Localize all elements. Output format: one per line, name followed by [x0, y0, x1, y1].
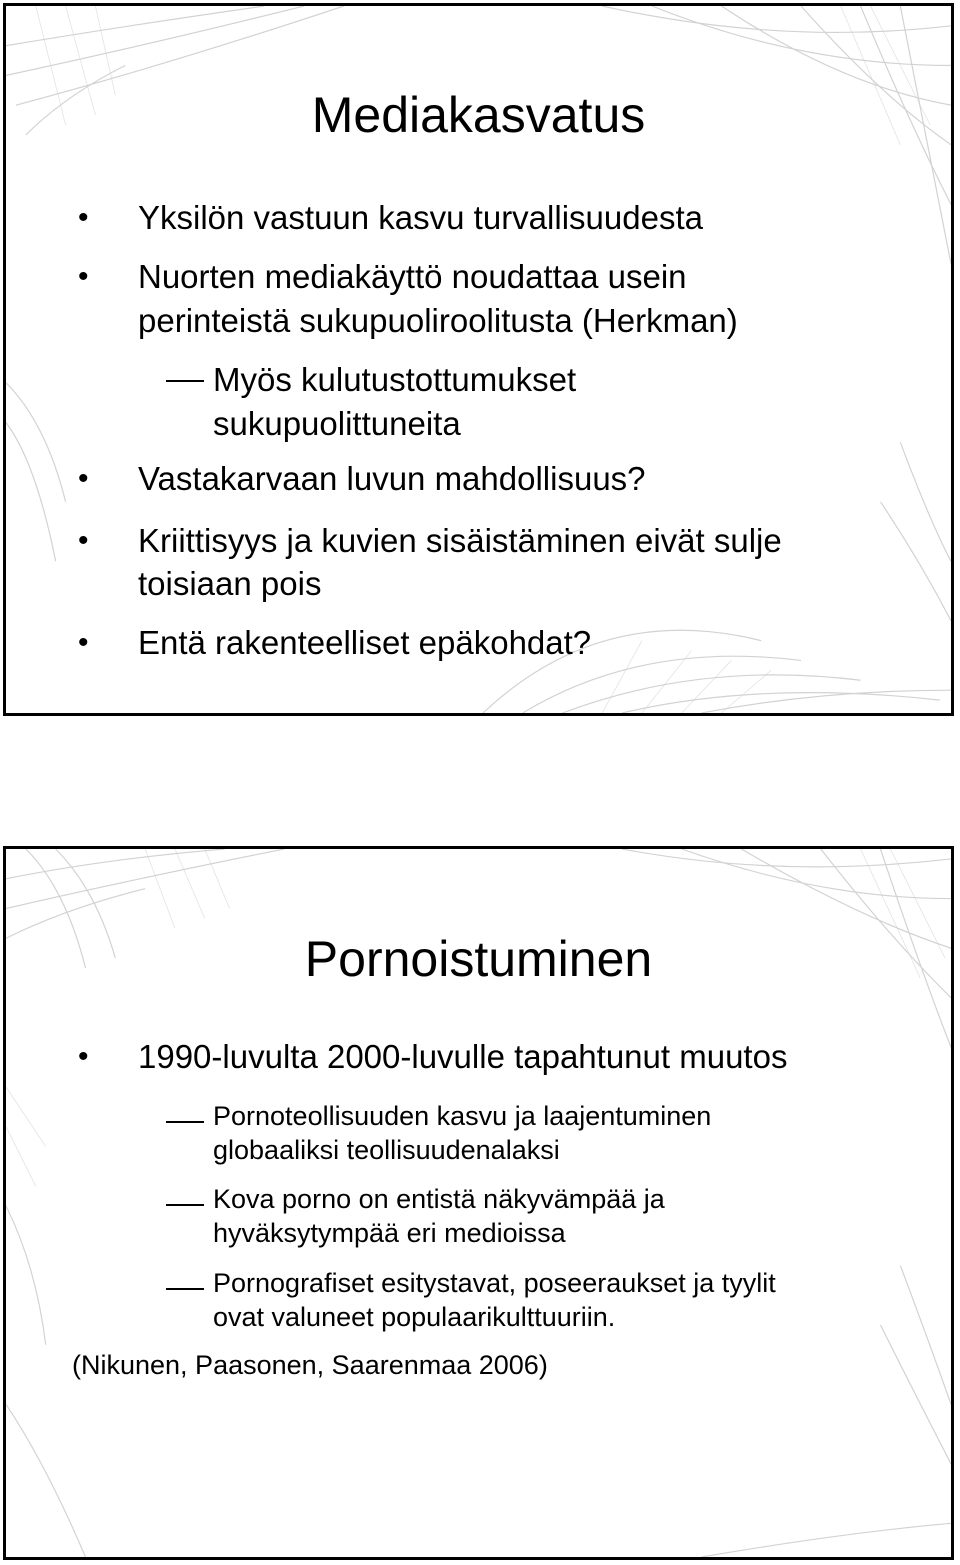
- slide-pornoistuminen: [3, 846, 954, 1560]
- sub-list-item: Myös kulutustottumukset: [213, 361, 577, 398]
- sub-list-item-continuation: globaaliksi teollisuudenalaksi: [213, 1135, 560, 1165]
- sub-list-item-continuation: hyväksytympää eri medioissa: [213, 1218, 566, 1248]
- sub-list-item-continuation: ovat valuneet populaarikulttuuriin.: [213, 1302, 616, 1332]
- list-item: Yksilön vastuun kasvu turvallisuudesta: [138, 199, 703, 236]
- sub-list-item-continuation: sukupuolittuneita: [213, 405, 461, 442]
- list-item: 1990-luvulta 2000-luvulle tapahtunut muutos: [138, 1038, 788, 1075]
- list-item: Entä rakenteelliset epäkohdat?: [138, 624, 592, 661]
- sub-list-item: Pornografiset esitystavat, poseeraukset ja tyylit: [213, 1268, 776, 1298]
- slide-mediakasvatus: [3, 3, 954, 716]
- slide-content: [6, 849, 951, 1557]
- dash-icon: [166, 1204, 204, 1206]
- slide-title: Pornoistuminen: [304, 931, 653, 987]
- slide-content: [6, 6, 951, 713]
- dash-icon: [166, 380, 204, 382]
- bullet-icon: •: [78, 201, 89, 234]
- bullet-icon: •: [78, 1040, 89, 1073]
- sub-list-item: Kova porno on entistä näkyvämpää ja: [213, 1184, 665, 1214]
- bullet-icon: •: [78, 462, 89, 495]
- list-item-continuation: perinteistä sukupuoliroolitusta (Herkman): [138, 302, 738, 339]
- list-item: Kriittisyys ja kuvien sisäistäminen eivät sulje: [138, 522, 782, 559]
- slide-title: Mediakasvatus: [311, 87, 646, 143]
- citation: (Nikunen, Paasonen, Saarenmaa 2006): [72, 1350, 548, 1380]
- dash-icon: [166, 1121, 204, 1123]
- bullet-icon: •: [78, 626, 89, 659]
- list-item: Vastakarvaan luvun mahdollisuus?: [138, 460, 646, 497]
- list-item: Nuorten mediakäyttö noudattaa usein: [138, 258, 687, 295]
- list-item-continuation: toisiaan pois: [138, 565, 322, 602]
- dash-icon: [166, 1288, 204, 1290]
- sub-list-item: Pornoteollisuuden kasvu ja laajentuminen: [213, 1101, 712, 1131]
- bullet-icon: •: [78, 524, 89, 557]
- bullet-icon: •: [78, 260, 89, 293]
